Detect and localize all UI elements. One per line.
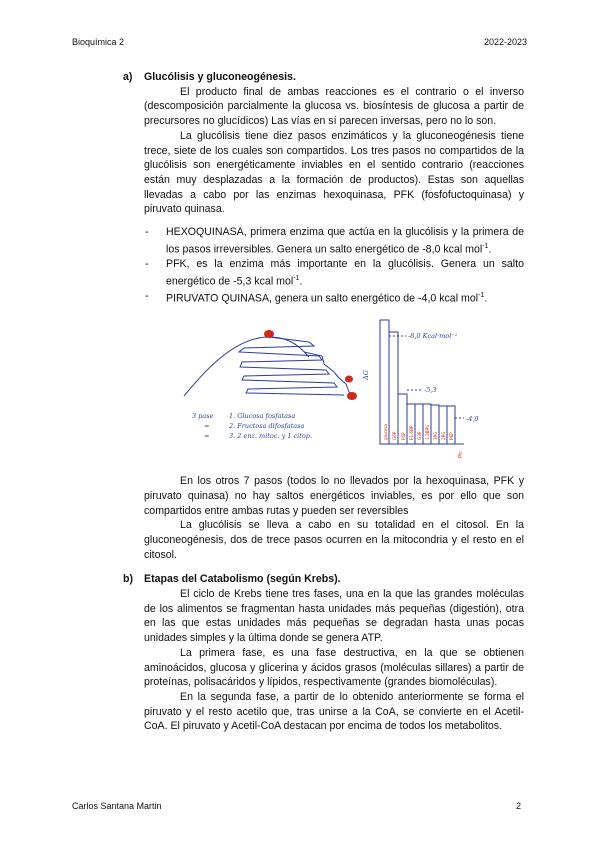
energy-jump-mark bbox=[345, 376, 353, 383]
bar-label: PEP bbox=[449, 432, 454, 441]
legend-item-1: 1. Glucosa fosfatasa bbox=[229, 412, 296, 421]
y-axis-label: ΔG bbox=[362, 370, 370, 381]
section-a-title: Glucólisis y gluconeogénesis. bbox=[144, 71, 296, 83]
list-item: - HEXOQUINASA, primera enzima que actúa en la glucólisis y la primera de los pasos irreversibles. Genera un salto energético de -8,0 kcal mol$^{-1}$. bbox=[144, 225, 524, 257]
annotation-piruvato: -4,0 bbox=[466, 415, 479, 424]
handwritten-legend bbox=[192, 412, 312, 440]
bar-labels bbox=[383, 424, 454, 441]
section-a-paragraph-3: En los otros 7 pasos (todos lo no llevados por la hexoquinasa, PFK y piruvato quinasa) no hay saltos energéticos inviables, es por ello que son compartidos entre ambas rutas y pueden ser reversibles bbox=[144, 475, 524, 517]
bar-label: G3P bbox=[417, 431, 422, 441]
section-a-paragraph-1: El producto final de ambas reacciones es el contrario o el inverso (descomposición parcialmente la glucosa vs. biosíntesis de glucosa a partir de precursores no glucídicos) Las vías en sí parecen inversas, pero no lo son. bbox=[144, 85, 524, 128]
list-item: - PFK, es la enzima más importante en la glucólisis. Genera un salto energético de -5,3 kcal mol$^{-1}$. bbox=[144, 257, 524, 289]
bar-label: F1,6BP bbox=[409, 425, 414, 441]
bar-label: 2PG bbox=[441, 431, 446, 441]
bar-label: glucosa bbox=[383, 424, 388, 441]
glycolysis-energy-figure bbox=[144, 312, 524, 462]
footer-author: Carlos Santana Martin bbox=[72, 801, 162, 811]
bar-label: F6P bbox=[401, 432, 406, 441]
legend-item-2: 2. Fructosa difosfatasa bbox=[229, 422, 305, 431]
list-item: - PIRUVATO QUINASA, genera un salto energético de -4,0 kcal mol$^{-1}$. bbox=[144, 289, 524, 306]
bar-label: 3PG bbox=[433, 431, 438, 441]
bar-label: G6P bbox=[392, 431, 397, 441]
page-number: 2 bbox=[515, 801, 521, 811]
section-b-heading bbox=[123, 572, 524, 587]
bar-label: 1,3BPG bbox=[425, 424, 430, 441]
x-axis-label: Pir. bbox=[458, 450, 464, 459]
section-a-heading bbox=[123, 70, 524, 85]
energy-hill-drawing bbox=[184, 337, 354, 397]
legend-mark-1: = bbox=[204, 422, 210, 431]
section-a-letter: a) bbox=[123, 71, 133, 83]
section-a-paragraph-2: La glucólisis tiene diez pasos enzimáticos y la gluconeogénesis tiene trece, siete de los cuales son compartidos. Los tres pasos no compartidos de la glucólisis son energéticamente inviables en el sentido contrario (reacciones están muy desplazadas a la formación de productos). Estas son aquellas llevadas a cabo por las enzimas hexoquinasa, PFK (fosfofuctoquinasa) y piruvato quinasa. bbox=[144, 129, 524, 216]
enzyme-list bbox=[144, 225, 524, 306]
section-a-paragraph-4: La glucólisis se lleva a cabo en su totalidad en el citosol. En la gluconeogénesis, dos de trece pasos ocurren en la mitocondria y el resto en el citosol. bbox=[144, 519, 524, 561]
annotation-hexoquinasa: -8,0 Kcal·mol⁻¹ bbox=[408, 332, 458, 341]
legend-mark-2: = bbox=[204, 432, 210, 441]
hand-drawn-diagrams bbox=[144, 312, 524, 462]
section-b-letter: b) bbox=[123, 573, 133, 586]
energy-end-mark bbox=[347, 392, 357, 400]
header-subject: Bioquímica 2 bbox=[72, 37, 125, 47]
annotation-pfk: -5,3 bbox=[424, 386, 437, 395]
section-b-paragraph-3: En la segunda fase, a partir de lo obtenido anteriormente se forma el piruvato y el resto acetilo que, tras unirse a la CoA, se convierte en el Acetil-CoA. El piruvato y Acetil-CoA destacan por encima de todos los metabolitos. bbox=[144, 690, 524, 733]
section-b-title: Etapas del Catabolismo (según Krebs). bbox=[144, 573, 341, 586]
section-b-paragraph-1: El ciclo de Krebs tiene tres fases, una en la que las grandes moléculas de los alimentos se fragmentan hasta unidades más pequeñas (digestión), otra en las que estas unidades más pequeñas se degradan hasta unas pocas unidades simples y la última donde se genera ATP. bbox=[144, 588, 524, 645]
section-b-paragraph-2: La primera fase, es una fase destructiva, en la que se obtienen aminoácidos, glucosa y glicerina y ácidos grasos (moléculas sillares) a partir de proteínas, polisacáridos y lípidos, respectivamente (grandes biomoléculas). bbox=[144, 646, 524, 689]
page-content bbox=[123, 70, 524, 734]
legend-item-3: 3. 2 enz. mitoc. y 1 citop. bbox=[229, 432, 313, 441]
legend-title: 3 pase bbox=[192, 412, 214, 421]
energy-peak-mark bbox=[264, 330, 274, 338]
chart-bar bbox=[389, 332, 398, 444]
header-year: 2022-2023 bbox=[483, 37, 527, 47]
